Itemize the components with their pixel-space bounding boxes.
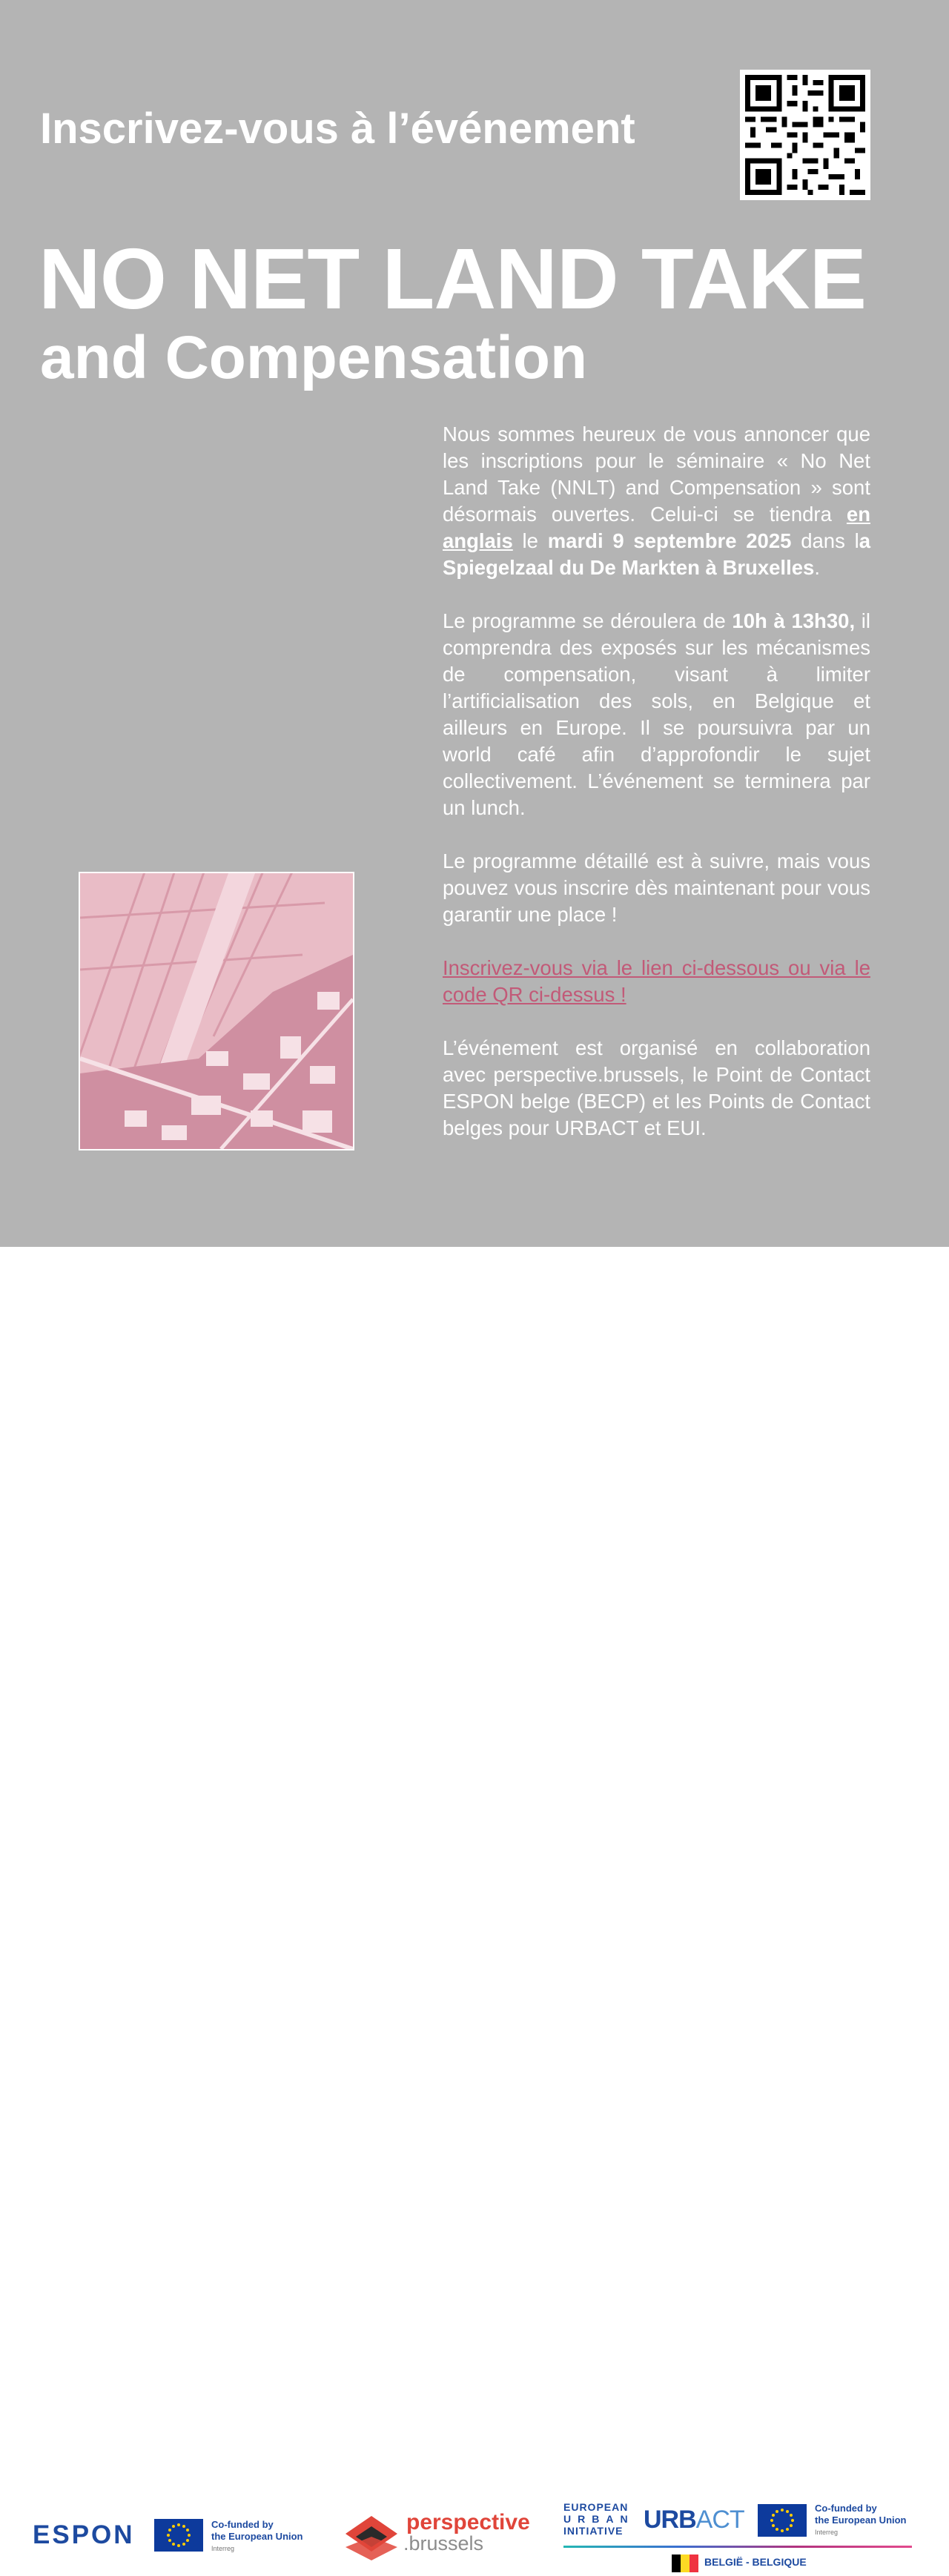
espon-logo: ESPON bbox=[33, 2520, 135, 2549]
registration-link-text[interactable]: Inscrivez-vous via le lien ci-dessous ou via le code QR ci-dessus ! bbox=[443, 956, 870, 1006]
aerial-photo-graphic bbox=[80, 873, 353, 1149]
qr-code-graphic bbox=[740, 70, 870, 200]
eui-logo bbox=[563, 2501, 635, 2537]
intro-end: . bbox=[814, 556, 820, 579]
programme-rest: il comprendra des exposés sur les mécanismes de compensation, visant à limiter l’artificialisation des sols, en Belgique et ailleurs en Europe. Il se poursuivra par un world café afin d’approfondir le sujet collectivement. L’événement se terminera par un lunch. bbox=[443, 609, 870, 819]
urbact-logo bbox=[644, 2506, 744, 2534]
paragraph-details: Le programme détaillé est à suivre, mais vous pouvez vous inscrire dès maintenant pour vous garantir une place ! bbox=[443, 850, 870, 926]
cofunded-line1: Co-funded by bbox=[815, 2503, 877, 2514]
paragraph-intro bbox=[443, 421, 870, 581]
perspective-name: perspective bbox=[406, 2510, 530, 2534]
intro-text: Nous sommes heureux de vous annoncer que les inscriptions pour le séminaire « No Net Land Take (NNLT) and Compensation » sont désormais ouvertes. Celui-ci se tiendra bbox=[443, 423, 870, 526]
paragraph-organisers: L’événement est organisé en collaboration avec perspective.brussels, le Point de Contact ESPON belge (BECP) et les Points de Contact belges pour URBACT et EUI. bbox=[443, 1036, 870, 1139]
le-text: le bbox=[512, 529, 548, 552]
cofunded-line1: Co-funded by bbox=[211, 2519, 274, 2530]
qr-code-icon[interactable] bbox=[740, 70, 870, 200]
interreg-label: Interreg bbox=[211, 2545, 235, 2552]
cofunded-line2: the European Union bbox=[211, 2531, 303, 2542]
programme-time: 10h à 13h30, bbox=[732, 609, 856, 632]
divider bbox=[563, 2546, 912, 2548]
date-text: mardi 9 septembre 2025 bbox=[547, 529, 792, 552]
eui-line2: URBAN bbox=[563, 2513, 635, 2525]
programme-intro: Le programme se déroulera de bbox=[443, 609, 733, 632]
body-text bbox=[443, 421, 870, 1168]
urbact-act: ACT bbox=[695, 2506, 744, 2534]
poster bbox=[0, 0, 949, 1247]
eu-flag-icon bbox=[758, 2504, 807, 2537]
eu-stars-graphic bbox=[758, 2504, 807, 2537]
eu-flag-icon bbox=[154, 2519, 203, 2552]
eu-stars-graphic bbox=[154, 2519, 203, 2552]
paragraph-programme bbox=[443, 608, 870, 821]
interreg-label: Interreg bbox=[815, 2529, 839, 2536]
venue-text: a Spiegelzaal du De Markten à Bruxelles bbox=[443, 529, 870, 579]
eui-line1: EUROPEAN bbox=[563, 2501, 629, 2513]
cofunded-line2: the European Union bbox=[815, 2514, 907, 2526]
registration-link[interactable] bbox=[443, 955, 870, 1008]
belgian-flag-icon bbox=[672, 2555, 698, 2572]
footer-logos bbox=[0, 1247, 949, 2568]
cofunded-label bbox=[815, 2503, 907, 2538]
eui-line3: INITIATIVE bbox=[563, 2525, 624, 2537]
language-text: en anglais bbox=[443, 503, 870, 552]
register-heading: Inscrivez-vous à l’événement bbox=[40, 105, 635, 153]
aerial-photo-icon bbox=[79, 872, 354, 1150]
sub-title: and Compensation bbox=[40, 324, 588, 391]
belgium-label: BELGIË - BELGIQUE bbox=[704, 2556, 807, 2568]
urbact-urb: URB bbox=[644, 2506, 696, 2534]
dans-text: dans l bbox=[791, 529, 859, 552]
perspective-logo-icon bbox=[344, 2514, 399, 2562]
main-title: NO NET LAND TAKE bbox=[39, 231, 867, 327]
cofunded-label bbox=[211, 2519, 303, 2555]
perspective-city: .brussels bbox=[403, 2532, 484, 2555]
